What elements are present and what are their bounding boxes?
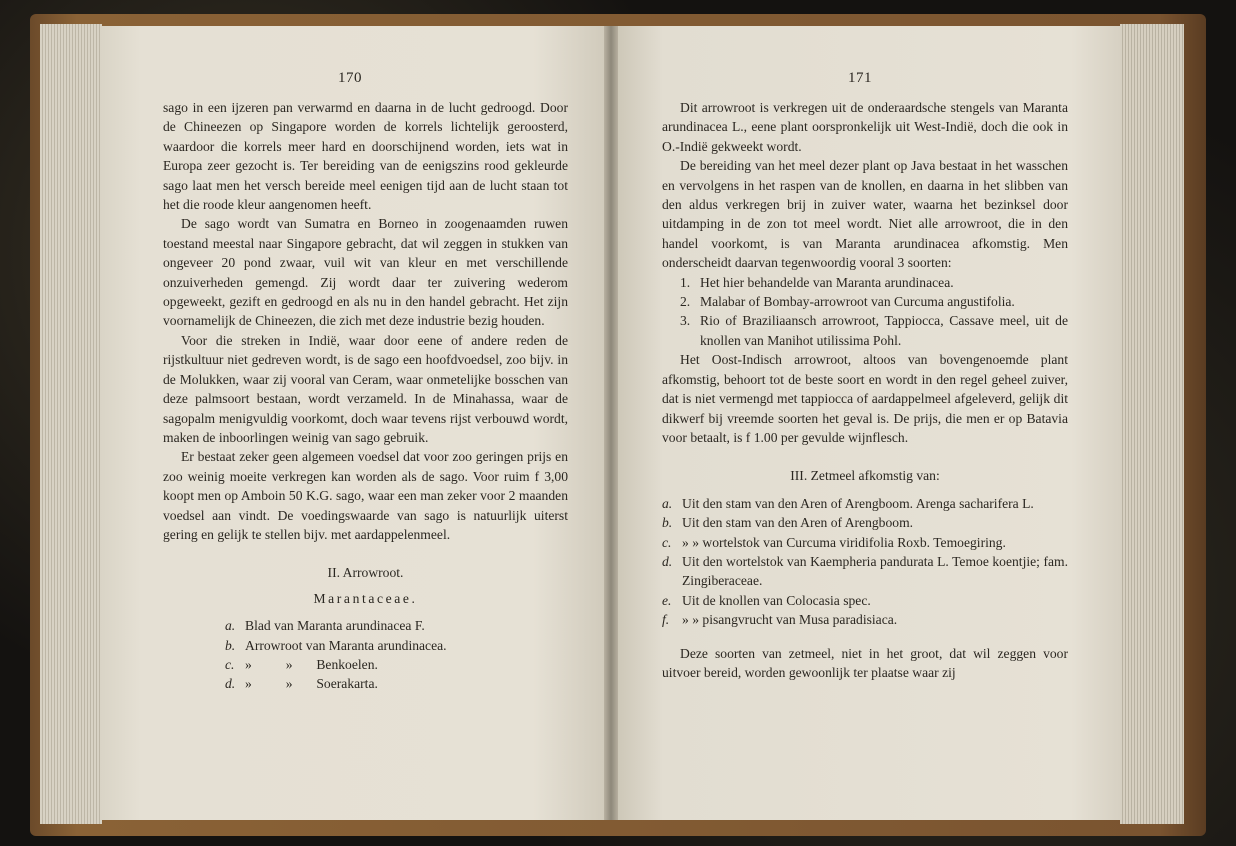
paragraph: Het Oost-Indisch arrowroot, altoos van bovengenoemde plant afkomstig, behoort tot de beste soort en wordt in den regel geheel zuiver, dat is niet vermengd met tappiocca of aardappelmeel afgeleverd, gelijk dit dikwerf bij vreemde soorten het geval is. De prijs, die men er op Batavia voor betaalt, is f 1.00 per gevulde wijnflesch. — [662, 352, 1068, 445]
list-item: 3. Rio of Braziliaansch arrowroot, Tappiocca, Cassave meel, uit de knollen van Manihot utilissima Pohl. — [680, 313, 1068, 348]
starch-list — [662, 494, 1068, 630]
list-item: e. Uit de knollen van Colocasia spec. — [662, 592, 871, 608]
paragraph: Er bestaat zeker geen algemeen voedsel dat voor zoo geringen prijs en zoo weinig moeite verkregen kan worden als de sago. Voor ruim f 3,00 koopt men op Amboin 50 K.G. sago, waar een man zeker voor 2 maanden voedsel aan vindt. De voedingswaarde van sago is natuurlijk uiterst gering en gelijk te stellen bijv. met aardappelenmeel. — [163, 449, 568, 542]
paragraph: De sago wordt van Sumatra en Borneo in zoogenaamden ruwen toestand meestal naar Singapore gebracht, dat wil zeggen in stukken van ongeveer 20 pond zwaar, vuil wit van kleur en met verschillende onzuiverheden gemengd. Zij wordt daar ter zuivering wederom opgeweekt, gezift en gedroogd en als nu in den handel gebracht. Het zijn voornamelijk de Chineezen, die zich met deze industrie bezig houden. — [163, 216, 568, 329]
page-number-right: 171 — [848, 70, 872, 86]
spacer — [662, 447, 1068, 466]
spacer — [163, 544, 568, 563]
left-page-body — [163, 98, 568, 694]
section-heading: III. Zetmeel afkomstig van: — [790, 468, 940, 484]
paragraph: sago in een ijzeren pan verwarmd en daarna in de lucht gedroogd. Door de Chineezen op Singapore worden de korrels lichtelijk geroosterd, waardoor die korrels meer hard en doorschijnend worden, iets wat in Europa zeer gezocht is. Ter bereiding van de eenigszins rood gekleurde sago laat men het versch bereide meel eenigen tijd aan de lucht staan tot het die roode kleur aangenomen heeft. — [163, 100, 568, 213]
list-item: b. Arrowroot van Maranta arundinacea. — [225, 637, 447, 653]
family-heading: Marantaceae. — [313, 590, 418, 606]
list-item: d. » » Soerakarta. — [225, 676, 378, 692]
page-number-left: 170 — [338, 70, 362, 86]
right-page-body — [662, 98, 1068, 682]
paragraph: Dit arrowroot is verkregen uit de onderaardsche stengels van Maranta arundinacea L., eene plant oorspronkelijk uit West-Indië, doch die ook in O.-Indië gekweekt wordt. — [662, 100, 1068, 154]
paragraph: Voor die streken in Indië, waar door eene of andere reden de rijstkultuur niet gedreven wordt, is de sago een hoofdvoedsel, zoo bijv. in de Molukken, waar zij vooral van Ceram, waar onmetelijke bosschen van deze palmsoort bestaan, wordt verzameld. In de Minahassa, waar de sagopalm menigvuldig voorkomt, doch waar tevens rijst verbouwd wordt, maken de inboorlingen weinig van sago gebruik. — [163, 332, 568, 445]
list-item: f. » » pisangvrucht van Musa paradisiaca. — [662, 612, 898, 628]
page-edges-left — [40, 24, 102, 824]
arrowroot-types-list — [662, 273, 1068, 351]
section-heading: II. Arrowroot. — [327, 565, 404, 581]
paragraph: Deze soorten van zetmeel, niet in het groot, dat wil zeggen voor uitvoer bereid, worden gewoonlijk ter plaatse waar zij — [662, 645, 1068, 680]
list-item: c. » » Benkoelen. — [225, 656, 378, 672]
book-gutter — [604, 26, 618, 820]
paragraph: De bereiding van het meel dezer plant op Java bestaat in het wasschen en vervolgens in het raspen van de knollen, en daarna in het slibben van den aldus verkregen brij in zuiver water, waarna het bezinksel door uitdamping in de zon tot meel wordt. Niet alle arrowroot, die in den handel voorkomt, is van Maranta arundinacea afkomstig. Men onderscheidt daarvan tegenwoordig vooral 3 soorten: — [662, 158, 1068, 271]
list-item: a. Uit den stam van den Aren of Arengboom. Arenga sacharifera L. — [662, 495, 1034, 511]
page-edges-right — [1120, 24, 1184, 824]
list-item: a. Blad van Maranta arundinacea F. — [225, 618, 425, 634]
list-item: 1. Het hier behandelde van Maranta arundinacea. — [680, 274, 954, 290]
arrowroot-list — [163, 616, 568, 694]
list-item: 2. Malabar of Bombay-arrowroot van Curcuma angustifolia. — [680, 294, 1015, 310]
list-item: d. Uit den wortelstok van Kaempheria pandurata L. Temoe koentjie; fam. Zingiberaceae. — [662, 553, 1068, 589]
list-item: c. » » wortelstok van Curcuma viridifolia Roxb. Temoegiring. — [662, 534, 1006, 550]
list-item: b. Uit den stam van den Aren of Arengboom. — [662, 515, 914, 531]
